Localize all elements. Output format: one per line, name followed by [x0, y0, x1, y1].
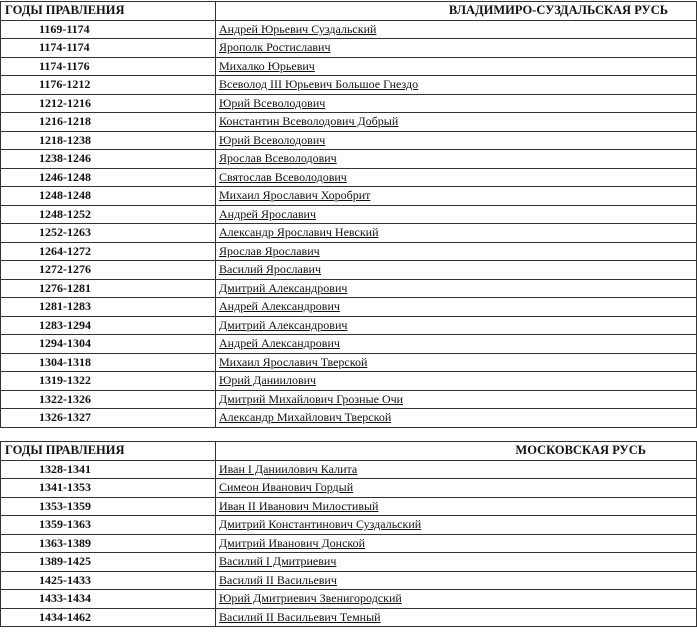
reign-years: 1276-1281	[1, 279, 216, 298]
table-header-row	[1, 2, 697, 21]
reign-years: 1238-1246	[1, 150, 216, 169]
vladimir-suzdal-body	[1, 2, 697, 428]
table-row	[1, 279, 697, 298]
reign-years: 1216-1218	[1, 113, 216, 132]
ruler-name-link[interactable]: Михалко Юрьевич	[216, 57, 697, 76]
table-row	[1, 242, 697, 261]
table-row	[1, 205, 697, 224]
table-row	[1, 590, 697, 609]
ruler-name-link[interactable]: Александр Михайлович Тверской	[216, 409, 697, 428]
table-header-row	[1, 442, 697, 461]
reign-years: 1294-1304	[1, 335, 216, 354]
ruler-name-link[interactable]: Андрей Александрович	[216, 298, 697, 317]
ruler-name-link[interactable]: Василий II Васильевич Темный	[216, 608, 697, 627]
table-row	[1, 390, 697, 409]
ruler-name-link[interactable]: Константин Всеволодович Добрый	[216, 113, 697, 132]
ruler-name-link[interactable]: Ярополк Ростиславич	[216, 39, 697, 58]
table-row	[1, 608, 697, 627]
table-row	[1, 335, 697, 354]
reign-years: 1252-1263	[1, 224, 216, 243]
table-row	[1, 479, 697, 498]
reign-years: 1248-1248	[1, 187, 216, 206]
table-row	[1, 224, 697, 243]
ruler-name-link[interactable]: Михаил Ярославич Тверской	[216, 353, 697, 372]
table-row	[1, 20, 697, 39]
ruler-name-link[interactable]: Андрей Ярославич	[216, 205, 697, 224]
reign-years: 1341-1353	[1, 479, 216, 498]
table-row	[1, 372, 697, 391]
ruler-name-link[interactable]: Дмитрий Иванович Донской	[216, 534, 697, 553]
ruler-name-link[interactable]: Василий I Дмитриевич	[216, 553, 697, 572]
table-row	[1, 131, 697, 150]
table-row	[1, 571, 697, 590]
table-row	[1, 516, 697, 535]
table-row	[1, 353, 697, 372]
ruler-name-link[interactable]: Дмитрий Александрович	[216, 279, 697, 298]
header-title: ВЛАДИМИРО-СУЗДАЛЬСКАЯ РУСЬ	[216, 2, 697, 21]
reign-years: 1281-1283	[1, 298, 216, 317]
reign-years: 1212-1216	[1, 94, 216, 113]
table-row	[1, 316, 697, 335]
reign-years: 1218-1238	[1, 131, 216, 150]
ruler-name-link[interactable]: Андрей Юрьевич Суздальский	[216, 20, 697, 39]
vladimir-suzdal-table	[0, 1, 697, 428]
ruler-name-link[interactable]: Всеволод III Юрьевич Большое Гнездо	[216, 76, 697, 95]
table-row	[1, 168, 697, 187]
reign-years: 1304-1318	[1, 353, 216, 372]
moscow-table	[0, 441, 697, 627]
table-row	[1, 553, 697, 572]
ruler-name-link[interactable]: Василий II Васильевич	[216, 571, 697, 590]
moscow-body	[1, 442, 697, 627]
table-row	[1, 261, 697, 280]
reign-years: 1322-1326	[1, 390, 216, 409]
ruler-name-link[interactable]: Юрий Всеволодович	[216, 94, 697, 113]
table-row	[1, 460, 697, 479]
table-row	[1, 187, 697, 206]
ruler-name-link[interactable]: Андрей Александрович	[216, 335, 697, 354]
reign-years: 1433-1434	[1, 590, 216, 609]
reign-years: 1264-1272	[1, 242, 216, 261]
ruler-name-link[interactable]: Александр Ярославич Невский	[216, 224, 697, 243]
reign-years: 1353-1359	[1, 497, 216, 516]
reign-years: 1359-1363	[1, 516, 216, 535]
table-row	[1, 57, 697, 76]
table-row	[1, 94, 697, 113]
ruler-name-link[interactable]: Дмитрий Константинович Суздальский	[216, 516, 697, 535]
reign-years: 1174-1176	[1, 57, 216, 76]
ruler-name-link[interactable]: Юрий Даниилович	[216, 372, 697, 391]
ruler-name-link[interactable]: Иван II Иванович Милостивый	[216, 497, 697, 516]
reign-years: 1176-1212	[1, 76, 216, 95]
reign-years: 1169-1174	[1, 20, 216, 39]
ruler-name-link[interactable]: Святослав Всеволодович	[216, 168, 697, 187]
reign-years: 1283-1294	[1, 316, 216, 335]
ruler-name-link[interactable]: Юрий Дмитриевич Звенигородский	[216, 590, 697, 609]
table-row	[1, 409, 697, 428]
ruler-name-link[interactable]: Юрий Всеволодович	[216, 131, 697, 150]
table-row	[1, 497, 697, 516]
reign-years: 1272-1276	[1, 261, 216, 280]
reign-years: 1246-1248	[1, 168, 216, 187]
ruler-name-link[interactable]: Симеон Иванович Гордый	[216, 479, 697, 498]
ruler-name-link[interactable]: Михаил Ярославич Хоробрит	[216, 187, 697, 206]
ruler-name-link[interactable]: Ярослав Всеволодович	[216, 150, 697, 169]
table-row	[1, 150, 697, 169]
table-row	[1, 39, 697, 58]
reign-years: 1174-1174	[1, 39, 216, 58]
header-years: ГОДЫ ПРАВЛЕНИЯ	[1, 442, 216, 461]
reign-years: 1389-1425	[1, 553, 216, 572]
table-row	[1, 113, 697, 132]
ruler-name-link[interactable]: Иван I Даниилович Калита	[216, 460, 697, 479]
reign-years: 1248-1252	[1, 205, 216, 224]
reign-years: 1363-1389	[1, 534, 216, 553]
ruler-name-link[interactable]: Дмитрий Александрович	[216, 316, 697, 335]
reign-years: 1425-1433	[1, 571, 216, 590]
reign-years: 1326-1327	[1, 409, 216, 428]
ruler-name-link[interactable]: Василий Ярославич	[216, 261, 697, 280]
ruler-name-link[interactable]: Дмитрий Михайлович Грозные Очи	[216, 390, 697, 409]
reign-years: 1319-1322	[1, 372, 216, 391]
ruler-name-link[interactable]: Ярослав Ярославич	[216, 242, 697, 261]
table-row	[1, 298, 697, 317]
reign-years: 1328-1341	[1, 460, 216, 479]
table-row	[1, 76, 697, 95]
reign-years: 1434-1462	[1, 608, 216, 627]
header-title: МОСКОВСКАЯ РУСЬ	[216, 442, 697, 461]
table-row	[1, 534, 697, 553]
header-years: ГОДЫ ПРАВЛЕНИЯ	[1, 2, 216, 21]
